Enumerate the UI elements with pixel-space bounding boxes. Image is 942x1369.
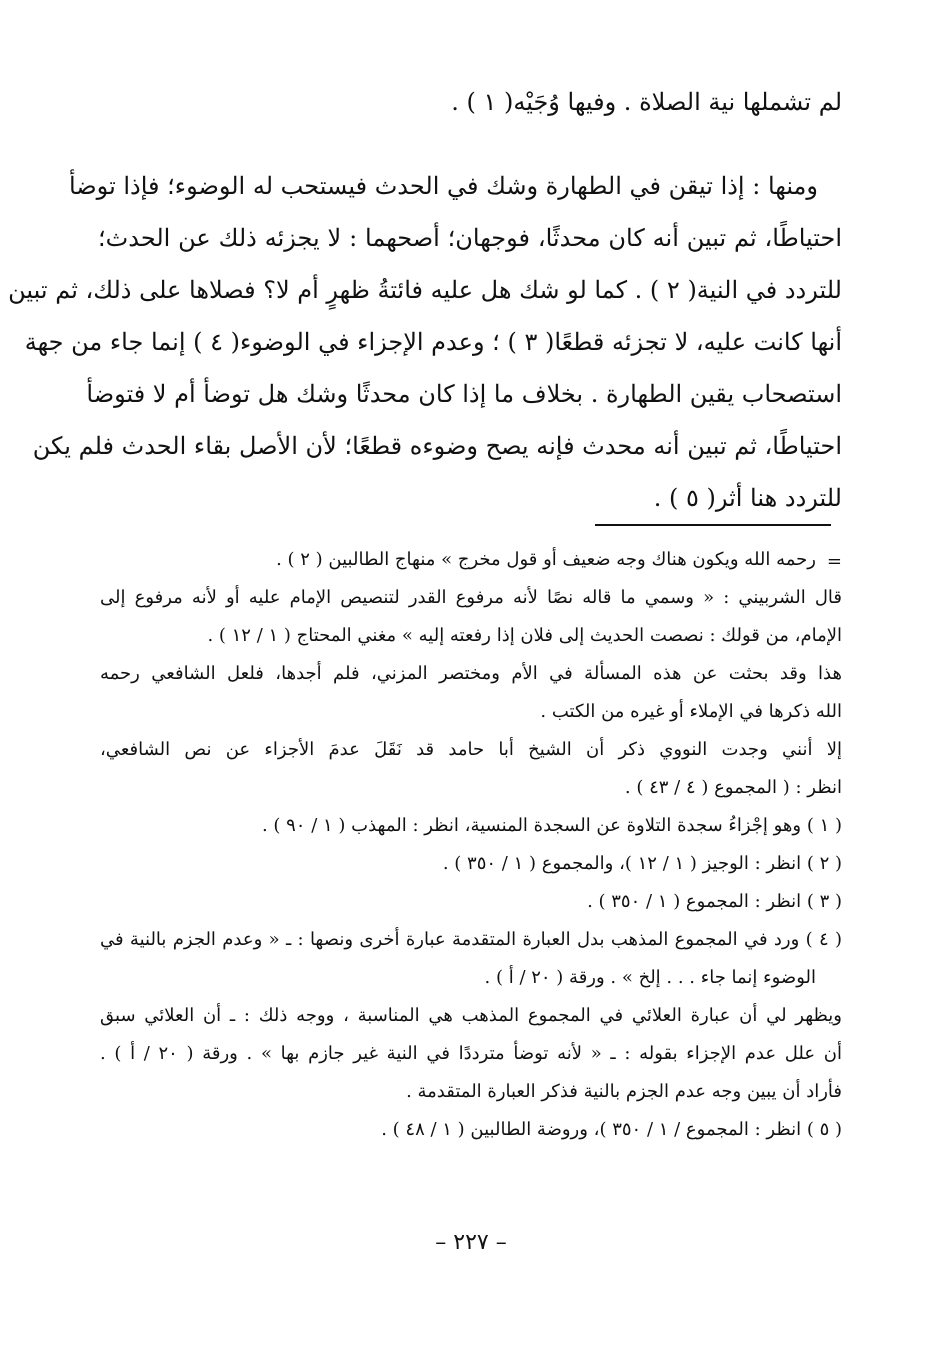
main-text-line: ومنها : إذا تيقن في الطهارة وشك في الحدث فيستحب له الوضوء؛ فإذا توضأ [68, 172, 818, 200]
footnote-line: الوضوء إنما جاء . . . إلخ » . ورقة ( ٢٠ / أ ) . [484, 967, 816, 988]
paragraph-gap [98, 128, 842, 160]
footnote-line: انظر : ( المجموع ( ٤ / ٤٣ ) . [624, 777, 842, 798]
footnote-line: إلا أنني وجدت النووي ذكر أن الشيخ أبا حامد قد نَقَلَ عدمَ الأجزاء عن نص الشافعي، [100, 739, 843, 760]
footnote-item: ( ١ ) وهو إجْزاءُ سجدة التلاوة عن السجدة المنسية، انظر : المهذب ( ١ / ٩٠ ) . [261, 815, 842, 836]
main-text-block [8, 76, 842, 524]
footnotes-block [100, 541, 842, 1149]
main-text-line: احتياطًا، ثم تبين أنه محدث فإنه يصح وضوءه قطعًا؛ لأن الأصل بقاء الحدث فلم يكن [32, 432, 842, 460]
main-text-line: للتردد هنا أثر( ٥ ) . [653, 484, 842, 512]
main-text-line: للتردد في النية( ٢ ) . كما لو شك هل عليه فائتةُ ظهرٍ أم لا؟ فصلاها على ذلك، ثم تبين [8, 276, 842, 304]
footnote-line: فأراد أن يبين وجه عدم الجزم بالنية فذكر العبارة المتقدمة . [406, 1081, 842, 1102]
footnote-item: ( ٢ ) انظر : الوجيز ( ١ / ١٢ )، والمجموع ( ١ / ٣٥٠ ) . [442, 853, 842, 874]
footnote-line: الإمام، من قولك : نصصت الحديث إلى فلان إذا رفعته إليه » مغني المحتاج ( ١ / ١٢ ) . [207, 625, 842, 646]
footnote-item: ( ٣ ) انظر : المجموع ( ١ / ٣٥٠ ) . [587, 891, 842, 912]
footnote-line: رحمه الله ويكون هناك وجه ضعيف أو قول مخرج » منهاج الطالبين ( ٢ ) . [276, 549, 816, 570]
main-text-line: احتياطًا، ثم تبين أنه كان محدثًا، فوجهان؛ أصحهما : لا يجزئه ذلك عن الحدث؛ [98, 224, 842, 252]
footnote-line: ويظهر لي أن عبارة العلائي في المجموع المذهب هي المناسبة ، ووجه ذلك : ـ أن العلائي سبق [100, 1005, 842, 1026]
footnote-separator [595, 524, 831, 526]
main-text-line: أنها كانت عليه، لا تجزئه قطعًا( ٣ ) ؛ وعدم الإجزاء في الوضوء( ٤ ) إنما جاء من جهة [24, 328, 842, 356]
footnote-line: الله ذكرها في الإملاء أو غيره من الكتب . [540, 701, 842, 722]
footnote-line: قال الشربيني : « وسمي ما قاله نصًا لأنه مرفوع القدر لتنصيص الإمام عليه أو لأنه مرفوع إلى [100, 587, 842, 608]
footnote-line: هذا وقد بحثت عن هذه المسألة في الأم ومختصر المزني، فلم أجدها، فلعل الشافعي رحمه [100, 663, 842, 684]
main-text-line: استصحاب يقين الطهارة . بخلاف ما إذا كان محدثًا وشك هل توضأ أم لا فتوضأ [86, 380, 842, 408]
footnote-item: ( ٤ ) ورد في المجموع المذهب بدل العبارة المتقدمة عبارة أخرى ونصها : ـ « وعدم الجزم بالنية في [100, 929, 842, 950]
footnote-line: أن علل عدم الإجزاء بقوله : ـ « لأنه توضأ مترددًا في النية غير جازم بها » . ورقة ( ٢٠ / أ ) . [100, 1043, 842, 1064]
page-number: – ٢٢٧ – [435, 1230, 507, 1255]
footnote-continuation-mark: = [826, 551, 842, 572]
footnote-item: ( ٥ ) انظر : المجموع / ١ / ٣٥٠ )، وروضة الطالبين ( ١ / ٤٨ ) . [381, 1119, 842, 1140]
main-text-line: لم تشملها نية الصلاة . وفيها وُجَيْه( ١ ) . [451, 88, 842, 116]
